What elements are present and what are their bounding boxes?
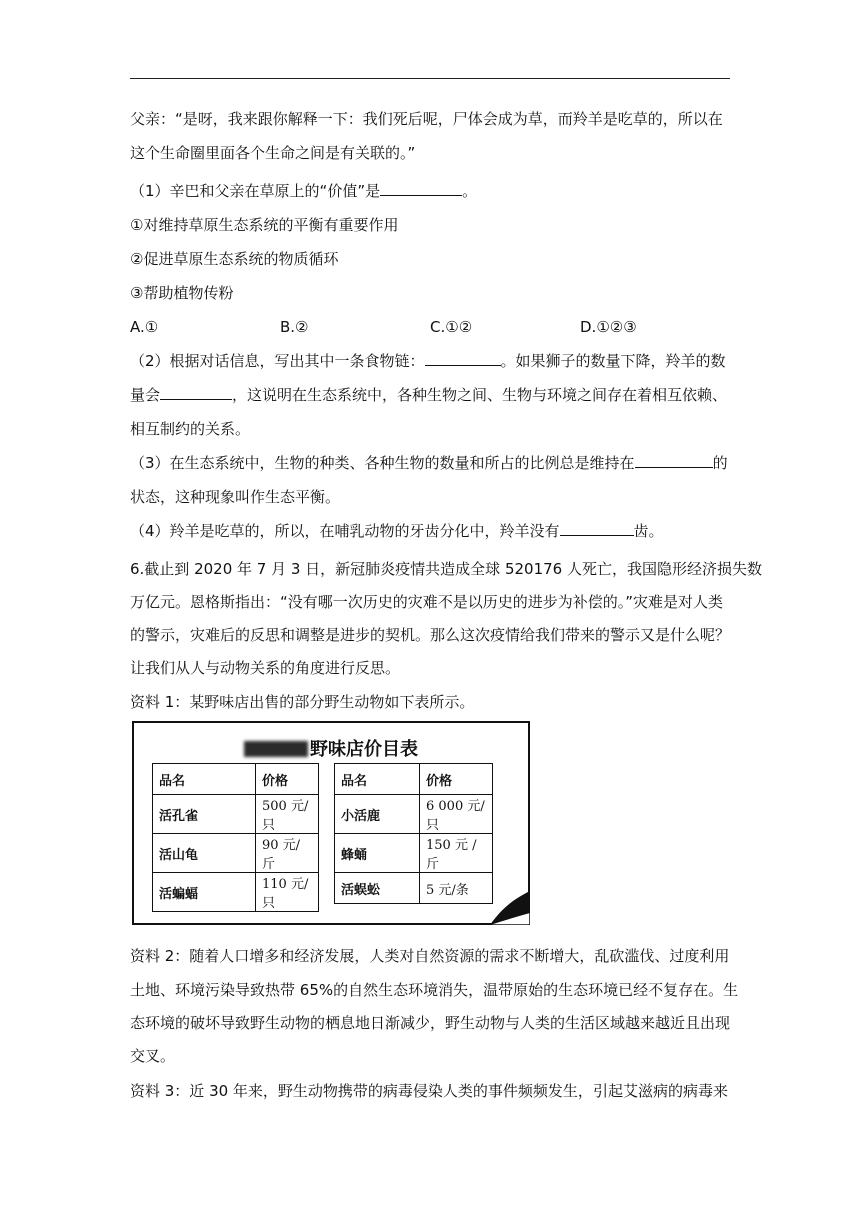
question-1-end: 。 (462, 182, 478, 200)
material-2-line-4: 交叉。 (130, 1047, 176, 1065)
item-price: 150 元 /斤 (420, 834, 493, 873)
statement-2: ②促进草原生态系统的物质循环 (130, 250, 339, 268)
question-3-text: （3）在生态系统中，生物的种类、各种生物的数量和所占的比例总是维持在 (130, 454, 635, 472)
item-price: 110 元/只 (256, 873, 319, 912)
table-row (153, 795, 319, 834)
question-6-line-2: 万亿元。恩格斯指出：“没有哪一次历史的灾难不是以历史的进步为补偿的。”灾难是对人类 (130, 593, 724, 611)
table-row (153, 834, 319, 873)
item-name: 小活鹿 (335, 795, 420, 834)
question-1 (130, 181, 735, 201)
option-a[interactable]: A.① (130, 318, 159, 336)
dialogue-line-2: 这个生命圈里面各个生命之间是有关联的。” (130, 144, 416, 162)
table-row (335, 834, 493, 873)
answer-blank-5[interactable] (560, 521, 634, 536)
question-6-line-4: 让我们从人与动物关系的角度进行反思。 (130, 659, 401, 677)
material-2-line-1: 资料 2：随着人口增多和经济发展，人类对自然资源的需求不断增大，乱砍滥伐、过度利用 (130, 947, 730, 965)
item-price: 90 元/斤 (256, 834, 319, 873)
question-3-end: 的 (712, 454, 728, 472)
item-name: 活蝙蝠 (153, 873, 256, 912)
header-cell: 价格 (256, 764, 319, 795)
question-6-line-1: 6.截止到 2020 年 7 月 3 日，新冠肺炎疫情共造成全球 520176 人死亡，我国隐形经济损失数 (130, 560, 762, 578)
question-2-line-3: 相互制约的关系。 (130, 420, 251, 438)
table-row (335, 795, 493, 834)
page-curl-icon (482, 891, 530, 925)
table-row (335, 764, 493, 795)
item-name: 活山龟 (153, 834, 256, 873)
question-4-end: 齿。 (633, 522, 664, 540)
header-cell: 品名 (153, 764, 256, 795)
answer-blank-4[interactable] (635, 453, 713, 468)
option-c[interactable]: C.①② (430, 318, 473, 336)
question-4 (130, 521, 735, 541)
price-table-left (152, 763, 319, 912)
question-2-cont: 。如果狮子的数量下降，羚羊的数 (500, 352, 726, 370)
question-2-text: （2）根据对话信息，写出其中一条食物链： (130, 352, 425, 370)
question-3-line-1 (130, 453, 735, 473)
question-1-text: （1）辛巴和父亲在草原上的“价值”是 (130, 182, 381, 200)
question-2-line-1 (130, 351, 735, 371)
option-b[interactable]: B.② (280, 318, 309, 336)
material-2-line-3: 态环境的破坏导致野生动物的栖息地日渐减少，野生动物与人类的生活区域越来越近且出现 (130, 1014, 731, 1032)
price-table-right (334, 763, 493, 904)
item-name: 活蜈蚣 (335, 873, 420, 904)
question-4-text: （4）羚羊是吃草的，所以，在哺乳动物的牙齿分化中，羚羊没有 (130, 522, 560, 540)
dialogue-line-1: 父亲：“是呀，我来跟你解释一下：我们死后呢，尸体会成为草，而羚羊是吃草的，所以在 (130, 110, 723, 128)
item-price: 5 元/条 (420, 873, 493, 904)
item-price: 6 000 元/只 (420, 795, 493, 834)
price-list-title (134, 735, 528, 761)
table-row (153, 764, 319, 795)
question-2-line-2 (130, 385, 735, 405)
header-cell: 价格 (420, 764, 493, 795)
material-2-line-2: 土地、环境污染导致热带 65%的自然生态环境消失，温带原始的生态环境已经不复存在。生 (130, 981, 739, 999)
price-list-image (132, 721, 530, 925)
material-1-intro: 资料 1：某野味店出售的部分野生动物如下表所示。 (130, 693, 475, 711)
answer-blank-2[interactable] (425, 351, 501, 366)
blurred-store-name (244, 741, 308, 757)
question-6-line-3: 的警示，灾难后的反思和调整是进步的契机。那么这次疫情给我们带来的警示又是什么呢？ (130, 626, 731, 644)
material-3-line-1: 资料 3：近 30 年来，野生动物携带的病毒侵染人类的事件频频发生，引起艾滋病的病毒来 (130, 1082, 728, 1100)
table-row (153, 873, 319, 912)
item-name: 活孔雀 (153, 795, 256, 834)
item-name: 蜂蛹 (335, 834, 420, 873)
question-2-rest: ，这说明在生态系统中，各种生物之间、生物与环境之间存在着相互依赖、 (232, 386, 728, 404)
question-3-line-2: 状态，这种现象叫作生态平衡。 (130, 488, 341, 506)
question-2-prefix: 量会 (130, 386, 161, 404)
answer-blank-1[interactable] (380, 181, 462, 196)
statement-1: ①对维持草原生态系统的平衡有重要作用 (130, 216, 399, 234)
table-row (335, 873, 493, 904)
header-rule (130, 78, 730, 79)
price-list-title-text: 野味店价目表 (310, 739, 418, 760)
statement-3: ③帮助植物传粉 (130, 284, 234, 302)
answer-blank-3[interactable] (160, 385, 232, 400)
header-cell: 品名 (335, 764, 420, 795)
option-d[interactable]: D.①②③ (580, 318, 637, 336)
item-price: 500 元/只 (256, 795, 319, 834)
